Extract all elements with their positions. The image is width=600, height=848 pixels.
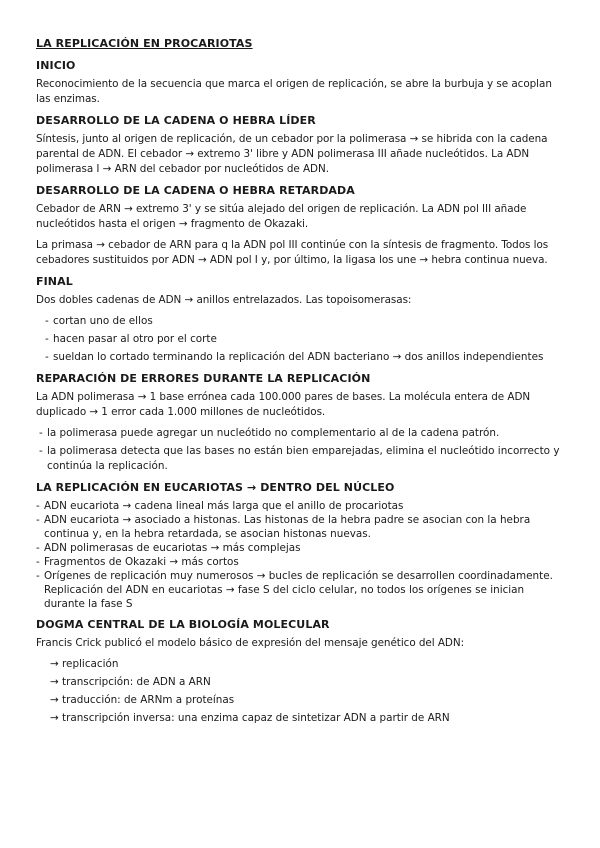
reparacion-list bbox=[36, 426, 564, 474]
paragraph-retardada-1: Cebador de ARN → extremo 3' y se sitúa alejado del origen de replicación. La ADN pol III añade nucleótidos hasta el origen → fragmento de Okazaki. bbox=[36, 203, 527, 230]
paragraph-inicio: Reconocimiento de la secuencia que marca el origen de replicación, se abre la burbuja y se acoplan las enzimas. bbox=[36, 78, 552, 105]
eucariotas-list bbox=[36, 499, 564, 611]
list-item: - la polimerasa puede agregar un nucleótido no complementario al de la cadena patrón. bbox=[36, 426, 564, 441]
heading-hebra-lider: DESARROLLO DE LA CADENA O HEBRA LÍDER bbox=[36, 114, 316, 127]
paragraph-final: Dos dobles cadenas de ADN → anillos entrelazados. Las topoisomerasas: bbox=[36, 294, 412, 306]
heading-dogma: DOGMA CENTRAL DE LA BIOLOGÍA MOLECULAR bbox=[36, 618, 330, 631]
heading-eucariotas: LA REPLICACIÓN EN EUCARIOTAS → DENTRO DEL NÚCLEO bbox=[36, 481, 395, 494]
list-item: - cortan uno de ellos bbox=[42, 314, 564, 329]
list-item: - ADN eucariota → cadena lineal más larga que el anillo de procariotas bbox=[36, 499, 564, 513]
list-item: - ADN eucariota → asociado a histonas. Las histonas de la hebra padre se asocian con la hebra continua y, en la hebra retardada, se asocian histonas nuevas. bbox=[36, 513, 564, 541]
dogma-list bbox=[36, 657, 564, 726]
page-title: LA REPLICACIÓN EN PROCARIOTAS bbox=[36, 37, 253, 50]
list-item: → transcripción inversa: una enzima capaz de sintetizar ADN a partir de ARN bbox=[50, 712, 450, 724]
heading-inicio: INICIO bbox=[36, 59, 76, 72]
paragraph-hebra-lider: Síntesis, junto al origen de replicación, de un cebador por la polimerasa → se hibrida con la cadena parental de ADN. El cebador → extremo 3' libre y ADN polimerasa III añade nucleótidos. La ADN polimerasa I → ARN del cebador por nucleótidos de ADN. bbox=[36, 133, 548, 175]
list-item: - la polimerasa detecta que las bases no están bien emparejadas, elimina el nucleótido incorrecto y continúa la replicación. bbox=[36, 444, 564, 474]
paragraph-reparacion: La ADN polimerasa → 1 base errónea cada 100.000 pares de bases. La molécula entera de ADN duplicado → 1 error cada 1.000 millones de nucleótidos. bbox=[36, 391, 531, 418]
list-item: → transcripción: de ADN a ARN bbox=[50, 676, 211, 688]
list-item: - Fragmentos de Okazaki → más cortos bbox=[36, 555, 564, 569]
heading-reparacion: REPARACIÓN DE ERRORES DURANTE LA REPLICACIÓN bbox=[36, 372, 371, 385]
list-item: → traducción: de ARNm a proteínas bbox=[50, 694, 235, 706]
list-item: - ADN polimerasas de eucariotas → más complejas bbox=[36, 541, 564, 555]
paragraph-dogma: Francis Crick publicó el modelo básico de expresión del mensaje genético del ADN: bbox=[36, 637, 465, 649]
list-item: - Orígenes de replicación muy numerosos → bucles de replicación se desarrollen coordinadamente. Replicación del ADN en eucariotas → fase S del ciclo celular, no todos los orígenes se inician durante la fase S bbox=[36, 569, 564, 611]
list-item: - hacen pasar al otro por el corte bbox=[42, 332, 564, 347]
heading-final: FINAL bbox=[36, 275, 73, 288]
list-item: → replicación bbox=[50, 658, 119, 670]
heading-hebra-retardada: DESARROLLO DE LA CADENA O HEBRA RETARDADA bbox=[36, 184, 355, 197]
paragraph-retardada-2: La primasa → cebador de ARN para q la ADN pol III continúe con la síntesis de fragmento. Todos los cebadores sustituidos por ADN → ADN pol I y, por último, la ligasa los une → hebra continua nueva. bbox=[36, 239, 549, 266]
list-item: - sueldan lo cortado terminando la replicación del ADN bacteriano → dos anillos independientes bbox=[42, 350, 564, 365]
topoisomerasas-list bbox=[36, 314, 564, 365]
